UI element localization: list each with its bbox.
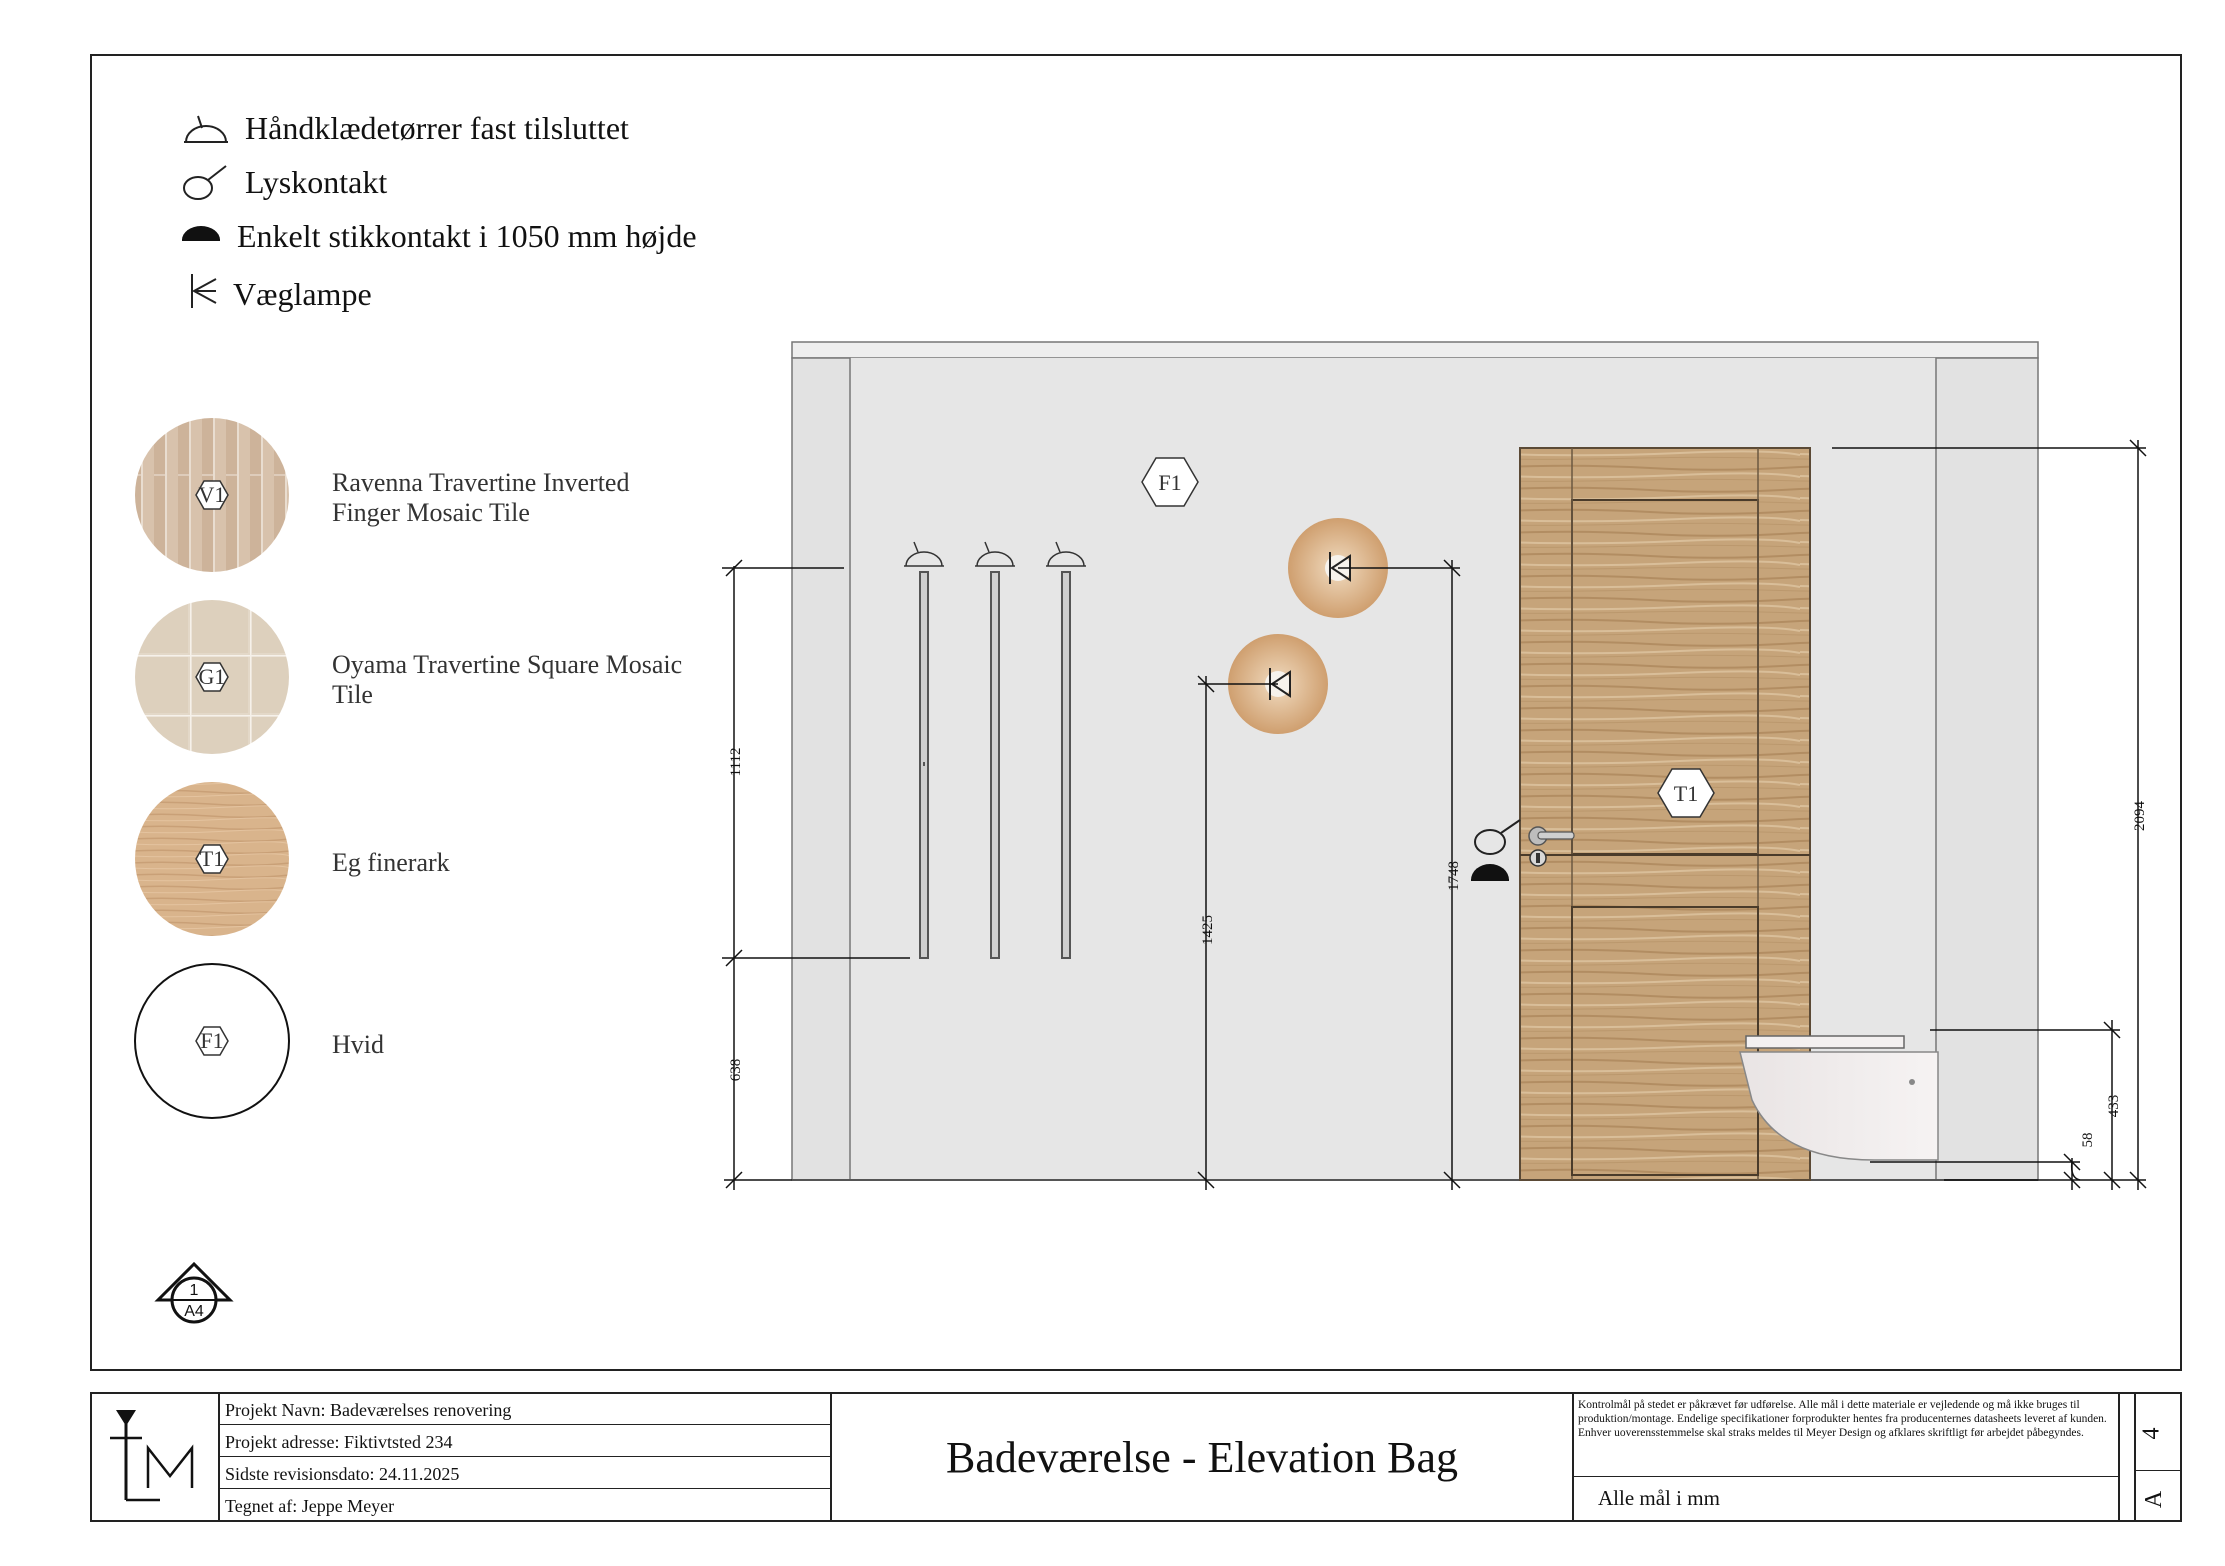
legend-socket: Enkelt stikkontakt i 1050 mm højde (237, 218, 697, 254)
company-logo-icon (90, 1392, 218, 1520)
paper-size: A (2141, 1490, 2168, 1509)
drawn-by: Tegnet af: Jeppe Meyer (225, 1496, 395, 1516)
material-name-g1: Oyama Travertine Square Mosaic Tile (332, 650, 683, 709)
wall-tag: F1 (1158, 470, 1182, 495)
sheet-number: 4 (2138, 1427, 2165, 1440)
legend-wall-lamp: Væglampe (233, 276, 372, 312)
dim-towel-bottom: 638 (728, 1058, 744, 1082)
door-tag: T1 (1673, 781, 1699, 806)
material-code-f1: F1 (200, 1028, 224, 1053)
units-note: Alle mål i mm (1598, 1486, 1720, 1510)
project-address: Projekt adresse: Fiktivtsted 234 (225, 1432, 453, 1452)
material-code-g1: G1 (198, 664, 226, 689)
material-code-t1: T1 (199, 846, 225, 871)
legend-light-switch: Lyskontakt (245, 164, 388, 200)
logo-cell (90, 1392, 220, 1522)
ceiling-line (792, 342, 2038, 358)
material-name-t1: Eg finerark (332, 848, 450, 877)
dim-lamp-upper: 1748 (1446, 861, 1462, 891)
material-code-v1: V1 (198, 482, 226, 507)
dim-door-height: 2094 (2132, 801, 2148, 831)
material-name-f1: Hvid (332, 1030, 384, 1059)
dim-wc-height: 433 (2106, 1094, 2122, 1118)
legend-towel-heater: Håndklædetørrer fast tilsluttet (245, 110, 629, 146)
left-wall-return (792, 358, 850, 1180)
project-name: Projekt Navn: Badeværelses renovering (225, 1400, 512, 1420)
revision-date: Sidste revisionsdato: 24.11.2025 (225, 1464, 460, 1484)
drawing-title: Badeværelse - Elevation Bag (946, 1432, 1458, 1482)
disclaimer-text: Kontrolmål på stedet er påkrævet før udførelse. Alle mål i dette materiale er vejledende og må ikke bruges til produktion/montage. Endelige specifikationer forprodukter hentes fra producenternes datasheets leveret af kunden. Enhver uoverensstemmelse skal straks meldes til Meyer Design og afklares skriftligt før arbejdet påbegyndes. (1578, 1399, 2107, 1439)
dim-lamp-lower: 1425 (1200, 915, 1216, 945)
section-marker-number: 1 (189, 1282, 199, 1299)
dim-towel-top: 1112 (728, 747, 744, 777)
right-wall-return (1936, 358, 2038, 1180)
material-name-v1: Ravenna Travertine Inverted Finger Mosaic Tile (332, 468, 630, 527)
dim-wc-gap: 58 (2080, 1132, 2096, 1148)
section-marker-sheet: A4 (184, 1303, 204, 1320)
